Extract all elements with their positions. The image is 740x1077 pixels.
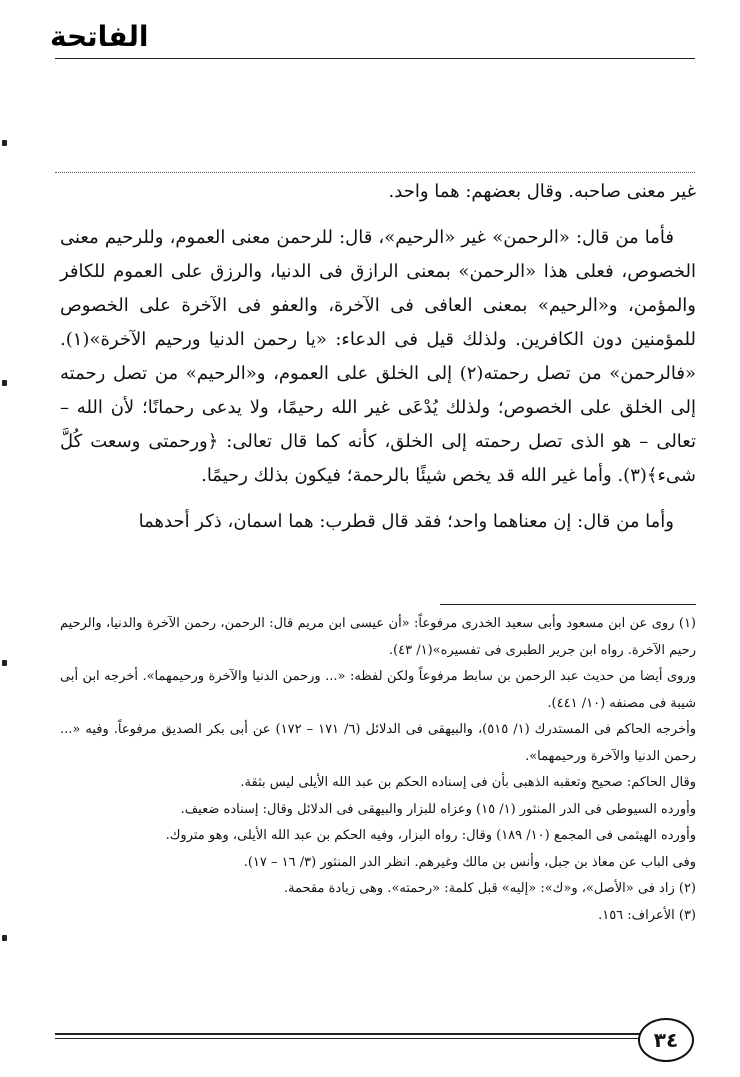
footnote-3: (٣) الأعراف: ١٥٦. [598, 907, 696, 923]
header-rule [55, 58, 695, 59]
margin-mark [2, 380, 7, 386]
footnote-1: (١) روى عن ابن مسعود وأبى سعيد الخدرى مرفوعاً: «أن عيسى ابن مريم قال: الرحمن، رحمن الآخرة والدنيا، والرحيم رحيم الآخرة. رواه ابن جرير الطبرى فى تفسيره»(١/ ٤٣). [60, 616, 696, 658]
paragraph-continuation: غير معنى صاحبه. وقال بعضهم: هما واحد. [388, 181, 696, 202]
footnote-separator [440, 604, 696, 605]
running-header-title: الفاتحة [50, 20, 149, 53]
footnote-2: (٢) زاد فى «الأصل»، و«ك»: «إليه» قبل كلمة: «رحمته». وهى زيادة مقحمة. [283, 881, 696, 896]
paragraph-rahman-rahim: فأما من قال: «الرحمن» غير «الرحيم»، قال: للرحمن معنى العموم، وللرحيم معنى الخصوص، فعلى هذا «الرحمن» بمعنى الرازق فى الدنيا، والرزق على العموم للكافر والمؤمن، و«الرحيم» بمعنى العافى فى الآخرة، والعفو فى الآخرة على الخصوص للمؤمنين دون الكافرين. ولذلك قيل فى الدعاء: «يا رحمن الدنيا ورحيم الآخرة»(١). «فالرحمن» من تصل رحمته(٢) إلى الخلق على العموم، و«الرحيم» من تصل رحمته إلى الخلق على الخصوص؛ ولذلك يُدْعَى غير الله رحيمًا، ولا يدعى رحمانًا؛ لأن الله – تعالى – هو الذى تصل رحمته إلى الخلق، كأنه كما قال تعالى: ﴿ورحمتى وسعت كُلَّ شىء﴾(٣). وأما غير الله قد يخص شيئًا بالرحمة؛ فيكون بذلك رحيمًا. [60, 227, 697, 486]
footnote-1-cont: وأورده الهيثمى فى المجمع (١٠/ ١٨٩) وقال: رواه البزار، وفيه الحكم بن عبد الله الأيلى، وهو متروك. [165, 828, 696, 843]
footnotes [60, 611, 696, 929]
margin-mark [2, 935, 7, 941]
footnote-1-cont: وقال الحاكم: صحيح وتعقبه الذهبى بأن فى إسناده الحكم بن عبد الله الأيلى ليس بثقة. [240, 775, 696, 790]
page-number: ٣٤ [638, 1018, 694, 1062]
paragraph-same-meaning: وأما من قال: إن معناهما واحد؛ فقد قال قطرب: هما اسمان، ذكر أحدهما [138, 511, 674, 532]
header-dotted-rule [55, 172, 695, 173]
margin-mark [2, 140, 7, 146]
footnote-1-cont: وروى أيضا من حديث عبد الرحمن بن سابط مرفوعاً ولكن لفظه: «... ورحمن الدنيا والآخرة ورحيمهما». أخرجه ابن أبى شيبة فى مصنفه (١٠/ ٤٤١). [60, 669, 696, 711]
main-text [60, 175, 696, 539]
footnote-1-cont: وفى الباب عن معاذ بن جبل، وأنس بن مالك وغيرهم. انظر الدر المنثور (٣/ ١٦ – ١٧). [243, 854, 696, 870]
footnote-1-cont: وأورده السيوطى فى الدر المنثور (١/ ١٥) وعزاه للبزار والبيهقى فى الدلائل وقال: إسناده ضعيف. [180, 801, 696, 817]
footer-rules [55, 1033, 640, 1039]
margin-mark [2, 660, 7, 666]
footnote-1-cont: وأخرجه الحاكم فى المستدرك (١/ ٥١٥)، والبيهقى فى الدلائل (٦/ ١٧١ – ١٧٢) عن أبى بكر الصديق مرفوعاً. وفيه «... رحمن الدنيا والآخرة ورحيمهما». [60, 722, 697, 764]
